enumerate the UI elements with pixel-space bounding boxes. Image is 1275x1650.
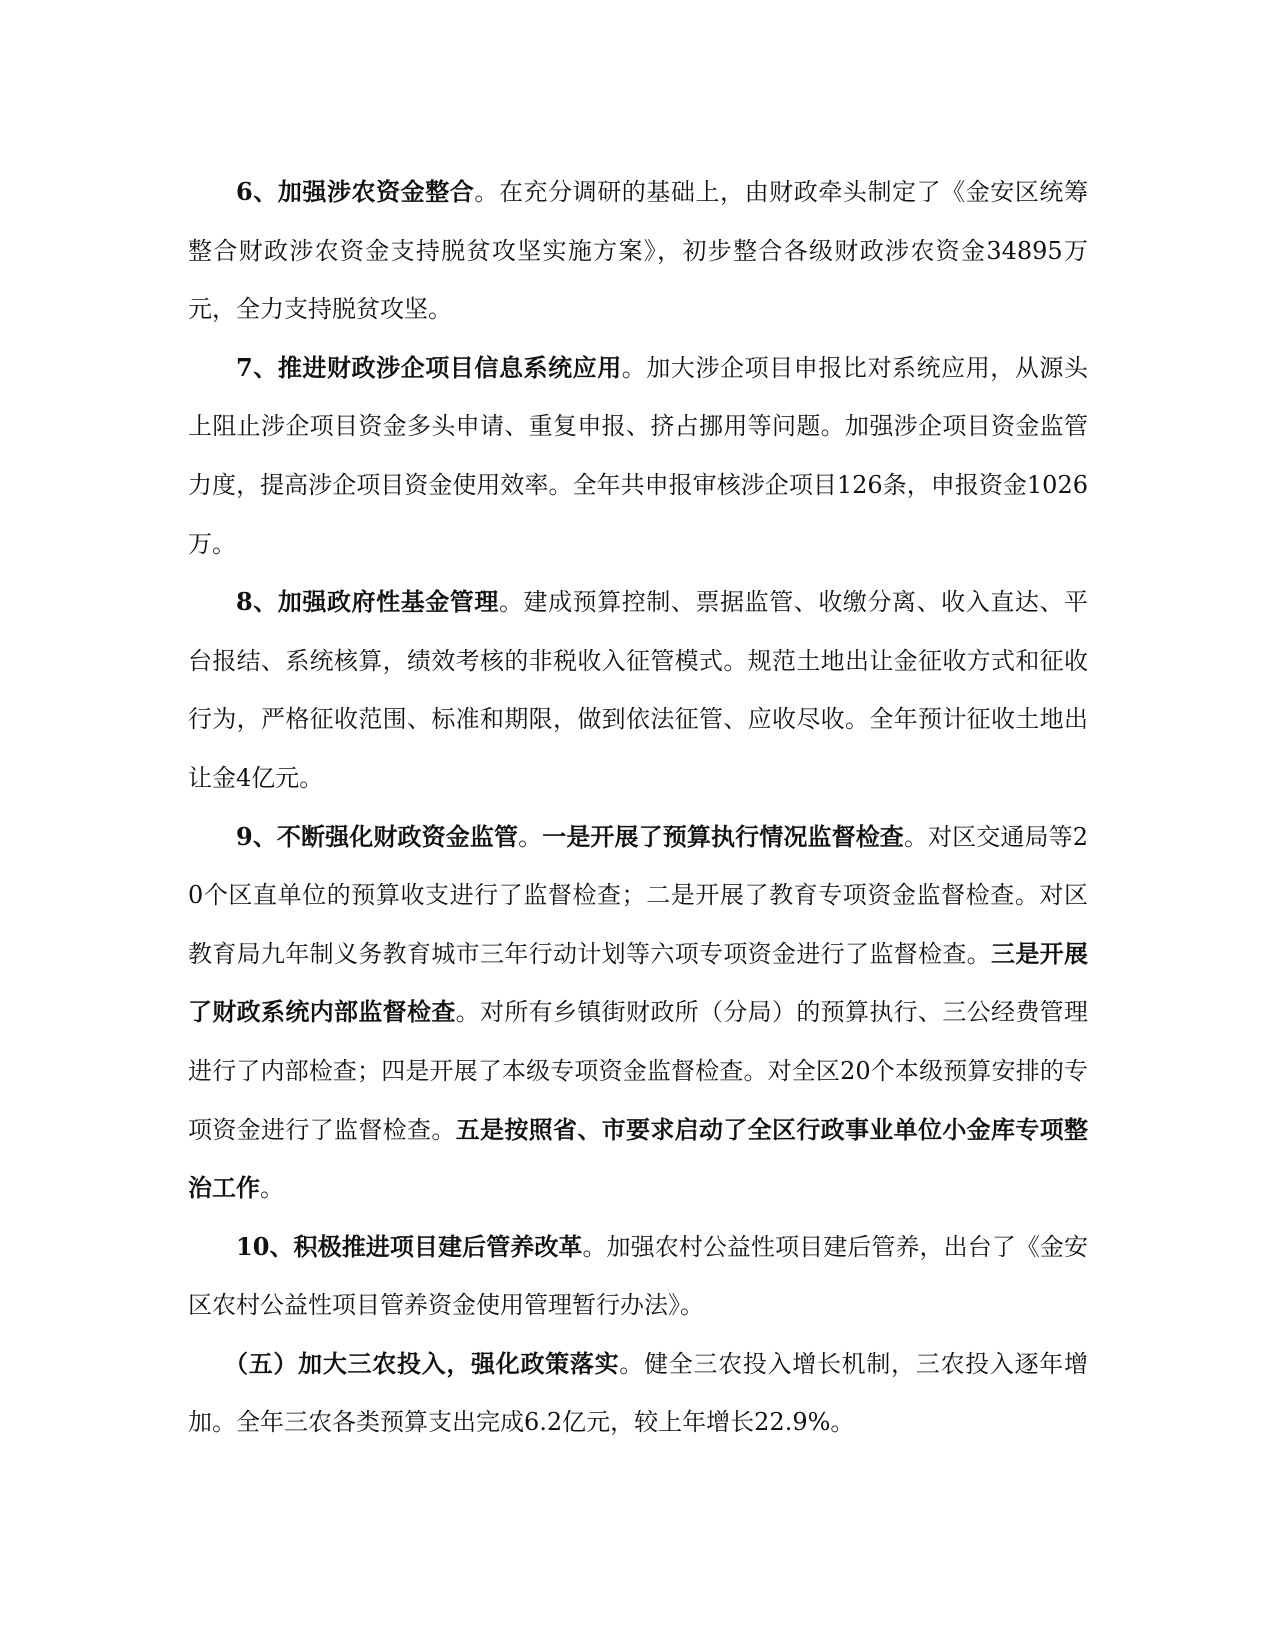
paragraph-section-5-body: 。健全三农投入增长机制，三农投入逐年增加。全年三农各类预算支出完成6.2亿元，较上年增长22.9%。 xyxy=(188,1349,1089,1437)
paragraph-10-heading: 10、积极推进项目建后管养改革 xyxy=(236,1231,583,1261)
paragraph-9 xyxy=(188,808,1088,1218)
paragraph-10 xyxy=(188,1218,1088,1335)
paragraph-section-5 xyxy=(188,1335,1088,1452)
paragraph-9-point-1: 一是开展了预算执行情况监督检查 xyxy=(542,821,904,851)
paragraph-9-text-4: 。 xyxy=(260,1174,284,1203)
paragraph-9-text-1: 。 xyxy=(518,822,543,851)
document-page xyxy=(188,163,1088,1452)
paragraph-6-body: 。在充分调研的基础上，由财政牵头制定了《金安区统筹整合财政涉农资金支持脱贫攻坚实施方案》，初步整合各级财政涉农资金34895万元，全力支持脱贫攻坚。 xyxy=(188,178,1088,324)
paragraph-10-body: 。加强农村公益性项目建后管养，出台了《金安区农村公益性项目管养资金使用管理暂行办法》。 xyxy=(188,1232,1088,1320)
paragraph-9-point-5: 五是按照省、市要求启动了全区行政事业单位小金库专项整治工作 xyxy=(188,1114,1089,1203)
paragraph-8-heading: 8、加强政府性基金管理 xyxy=(236,587,499,617)
paragraph-6 xyxy=(188,163,1088,339)
paragraph-9-point-3: 三是开展了财政系统内部监督检查 xyxy=(188,938,1088,1027)
paragraph-9-text-2: 。对区交通局等20个区直单位的预算收支进行了监督检查；二是开展了教育专项资金监督检查。对区教育局九年制义务教育城市三年行动计划等六项专项资金进行了监督检查。 xyxy=(188,822,1089,968)
paragraph-6-heading: 6、加强涉农资金整合 xyxy=(236,177,475,206)
paragraph-7 xyxy=(188,339,1088,573)
paragraph-9-text-3: 。对所有乡镇街财政所（分局）的预算执行、三公经费管理进行了内部检查；四是开展了本级专项资金监督检查。对全区20个本级预算安排的专项资金进行了监督检查。 xyxy=(188,998,1089,1144)
paragraph-8-body: 。建成预算控制、票据监管、收缴分离、收入直达、平台报结、系统核算，绩效考核的非税收入征管模式。规范土地出让金征收方式和征收行为，严格征收范围、标准和期限，做到依法征管、应收尽收。全年预计征收土地出让金4亿元。 xyxy=(188,588,1089,792)
paragraph-9-heading: 9、不断强化财政资金监管 xyxy=(236,821,519,851)
paragraph-7-heading: 7、推进财政涉企项目信息系统应用 xyxy=(236,352,622,382)
paragraph-7-body: 。加大涉企项目申报比对系统应用，从源头上阻止涉企项目资金多头申请、重复申报、挤占挪用等问题。加强涉企项目资金监管力度，提高涉企项目资金使用效率。全年共申报审核涉企项目126条，申报资金1026万。 xyxy=(188,353,1088,558)
paragraph-section-5-heading: （五）加大三农投入，强化政策落实 xyxy=(224,1348,620,1378)
paragraph-8 xyxy=(188,573,1088,807)
